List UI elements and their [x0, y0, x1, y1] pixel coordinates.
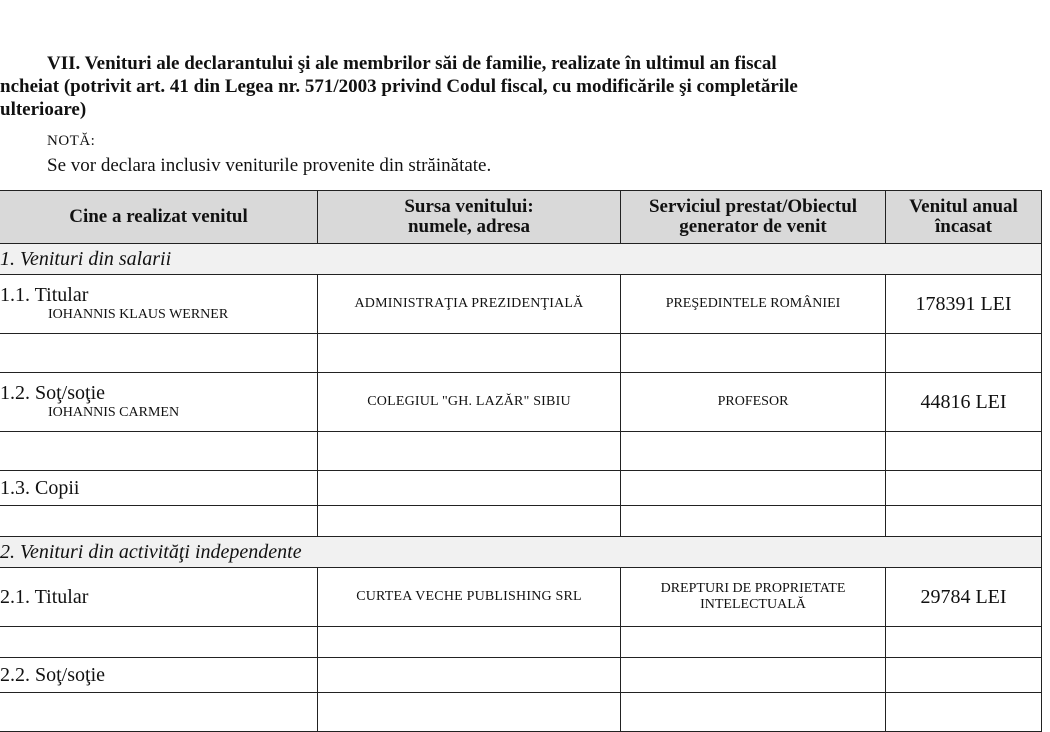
section-title: 1. Venituri din salarii — [0, 244, 1042, 275]
cell-who: 1.2. Soţ/soţie IOHANNIS CARMEN — [0, 373, 318, 432]
cell-who: 2.2. Soţ/soţie — [0, 658, 318, 693]
section-row-independent — [0, 537, 1042, 568]
nota-text: Se vor declara inclusiv veniturile provenite din străinătate. — [47, 155, 492, 176]
heading-line-1: VII. Venituri ale declarantului şi ale membrilor săi de familie, realizate în ultimul an fiscal — [47, 53, 777, 74]
cell-service: PREŞEDINTELE ROMÂNIEI — [621, 275, 886, 334]
table-row — [0, 471, 1042, 506]
table-row-empty — [0, 334, 1042, 373]
table-row — [0, 568, 1042, 627]
cell-income: 178391 LEI — [886, 275, 1042, 334]
cell-service: DREPTURI DE PROPRIETATE INTELECTUALĂ — [621, 568, 886, 627]
header-income: Venitul anual încasat — [886, 191, 1042, 244]
income-table — [0, 190, 1042, 732]
nota-label: NOTĂ: — [47, 133, 96, 149]
person-name: IOHANNIS CARMEN — [48, 405, 180, 420]
table-header-row — [0, 191, 1042, 244]
cell-source: CURTEA VECHE PUBLISHING SRL — [318, 568, 621, 627]
cell-who: 1.1. Titular IOHANNIS KLAUS WERNER — [0, 275, 318, 334]
cell-income: 29784 LEI — [886, 568, 1042, 627]
table-row-empty — [0, 693, 1042, 732]
cell-source: COLEGIUL "GH. LAZĂR" SIBIU — [318, 373, 621, 432]
person-name: IOHANNIS KLAUS WERNER — [48, 307, 229, 322]
section-row-salaries — [0, 244, 1042, 275]
cell-source: ADMINISTRAŢIA PREZIDENŢIALĂ — [318, 275, 621, 334]
table-row-empty — [0, 506, 1042, 537]
header-source: Sursa venitului: numele, adresa — [318, 191, 621, 244]
cell-income: 44816 LEI — [886, 373, 1042, 432]
table-row — [0, 275, 1042, 334]
table-row-empty — [0, 627, 1042, 658]
table-row — [0, 658, 1042, 693]
heading-line-3: ulterioare) — [0, 99, 87, 120]
cell-who: 2.1. Titular — [0, 568, 318, 627]
table-row-empty — [0, 432, 1042, 471]
cell-who: 1.3. Copii — [0, 471, 318, 506]
section-title: 2. Venituri din activităţi independente — [0, 537, 1042, 568]
heading-line-2: ncheiat (potrivit art. 41 din Legea nr. 571/2003 privind Codul fiscal, cu modificările şi completările — [0, 76, 798, 97]
table-row — [0, 373, 1042, 432]
cell-service: PROFESOR — [621, 373, 886, 432]
header-service: Serviciul prestat/Obiectul generator de venit — [621, 191, 886, 244]
header-who: Cine a realizat venitul — [0, 191, 318, 244]
